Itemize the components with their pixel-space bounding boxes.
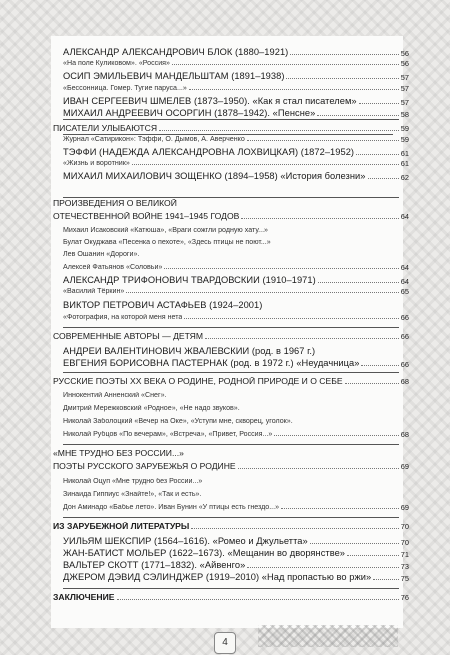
toc-entry-page: 73 (400, 561, 409, 571)
dot-leader (117, 599, 399, 600)
toc-entry-title: Михаил Исаковский «Катюша», «Враги сожгли родную хату...» (63, 227, 269, 234)
toc-entry (53, 549, 409, 558)
toc-entry (53, 314, 409, 321)
dot-leader (318, 282, 399, 283)
toc-entry-title: ПИСАТЕЛИ УЛЫБАЮТСЯ (53, 124, 158, 133)
toc-entry (53, 227, 409, 234)
toc-entry-title: ЕВГЕНИЯ БОРИСОВНА ПАСТЕРНАК (род. в 1972 г.) «Неудачница» (63, 359, 360, 368)
toc-entry-title: «Жизнь и воротник» (63, 160, 130, 168)
toc-entry-title: Журнал «Сатирикон»: Тэффи, О. Дымов, А. Аверченко (63, 136, 245, 144)
section-rule (63, 119, 399, 120)
toc-entry-page: 58 (400, 109, 409, 119)
dot-leader (356, 154, 399, 155)
toc-entry (53, 418, 409, 425)
toc-entry-title: ЗАКЛЮЧЕНИЕ (53, 593, 115, 602)
toc-entry-page: 66 (400, 332, 409, 342)
toc-entry-title: ЖАН-БАТИСТ МОЛЬЕР (1622–1673). «Мещанин во дворянстве» (63, 549, 346, 558)
toc-entry (53, 522, 409, 531)
dot-leader (126, 292, 398, 293)
toc-entry-title: Дон Аминадо «Бабье лето». Иван Бунин «У птицы есть гнездо...» (63, 504, 280, 512)
toc-entry (53, 264, 409, 271)
toc-entry-title: «На поле Куликовом». «Россия» (63, 60, 170, 68)
toc-entry-page: 66 (400, 359, 409, 369)
dot-leader (361, 365, 398, 366)
dot-leader (247, 567, 398, 568)
dot-leader (238, 468, 399, 469)
toc-entry (53, 301, 409, 310)
dot-leader (373, 579, 399, 580)
toc-entry-title: ОСИП ЭМИЛЬЕВИЧ МАНДЕЛЬШТАМ (1891–1938) (63, 72, 285, 81)
toc-entry-title: ИВАН СЕРГЕЕВИЧ ШМЕЛЁВ (1873–1950). «Как я стал писателем» (63, 97, 357, 106)
toc-entry-title: АЛЕКСАНДР ТРИФОНОВИЧ ТВАРДОВСКИЙ (1910–1971) (63, 276, 316, 285)
toc-entry (53, 392, 409, 399)
toc-entry (53, 359, 409, 368)
toc-entry (53, 332, 409, 341)
dot-leader (290, 54, 398, 55)
toc-entry-title: ВАЛЬТЕР СКОТТ (1771–1832). «Айвенго» (63, 561, 246, 570)
toc-entry (53, 239, 409, 246)
section-rule (63, 197, 399, 198)
toc-entry-page: 68 (400, 430, 409, 439)
toc-entry-page: 56 (400, 59, 409, 68)
toc-entry (53, 160, 409, 167)
toc-entry-title: Лев Ошанин «Дороги». (63, 251, 140, 258)
section-rule (63, 372, 399, 373)
toc-entry-page: 57 (400, 97, 409, 107)
toc-entry-title: Николай Рубцов «По вечерам», «Встреча», «Привет, Россия...» (63, 431, 273, 439)
toc-entry (53, 276, 409, 285)
toc-entry (53, 593, 409, 602)
dot-leader (368, 178, 399, 179)
toc-entry-page: 70 (400, 537, 409, 547)
toc-entry-page: 61 (400, 148, 409, 158)
toc-entry (53, 347, 409, 356)
toc-entry-page: 65 (400, 287, 409, 296)
toc-entry-page: 66 (400, 313, 409, 322)
toc-entry-title: ТЭФФИ (НАДЕЖДА АЛЕКСАНДРОВНА ЛОХВИЦКАЯ) (1872–1952) (63, 148, 355, 157)
toc-entry-page: 59 (400, 135, 409, 144)
toc-entry-title: ДЖЕРОМ ДЭВИД СЭЛИНДЖЕР (1919–2010) «Над пропастью во ржи» (63, 573, 372, 582)
dot-leader (205, 338, 399, 339)
section-rule (63, 134, 393, 135)
dot-leader (191, 528, 398, 529)
toc-entry (53, 60, 409, 67)
dot-leader (189, 89, 399, 90)
toc-entry (53, 405, 409, 412)
dot-leader (317, 115, 398, 116)
page-number: 4 (214, 632, 236, 654)
toc-entry-title: Зинаида Гиппиус «Знайте!», «Так и есть». (63, 491, 202, 498)
dot-leader (274, 435, 398, 436)
dot-leader (359, 103, 399, 104)
toc-entry-page: 64 (400, 276, 409, 286)
toc-entry-page: 61 (400, 159, 409, 168)
toc-entry-title: АЛЕКСАНДР АЛЕКСАНДРОВИЧ БЛОК (1880–1921) (63, 48, 289, 57)
toc-entry (53, 48, 409, 57)
toc-entry-title: МИХАИЛ МИХАЙЛОВИЧ ЗОЩЕНКО (1894–1958) «История болезни» (63, 172, 366, 181)
toc-entry-title: СОВРЕМЕННЫЕ АВТОРЫ — ДЕТЯМ (53, 332, 204, 341)
toc-entry-page: 76 (400, 593, 409, 603)
toc-entry-page: 59 (400, 124, 409, 134)
toc-entry-page: 69 (400, 503, 409, 512)
toc-entry-page: 71 (400, 549, 409, 559)
dot-leader (132, 164, 399, 165)
toc-entry-title: Николай Оцуп «Мне трудно без России...» (63, 478, 203, 485)
dot-leader (241, 218, 398, 219)
toc-entry (53, 504, 409, 511)
toc-entry-title: ВИКТОР ПЕТРОВИЧ АСТАФЬЕВ (1924–2001) (63, 301, 263, 310)
section-rule (63, 517, 399, 518)
toc-entry-title: «Бессонница. Гомер. Тугие паруса...» (63, 85, 187, 93)
toc-entry (53, 537, 409, 546)
toc-entry-page: 62 (400, 172, 409, 182)
toc-entry (53, 199, 409, 208)
toc-entry-title: МИХАИЛ АНДРЕЕВИЧ ОСОРГИН (1878–1942). «Пенсне» (63, 109, 316, 118)
toc-entry (53, 561, 409, 570)
toc-entry (53, 148, 409, 157)
toc-entry-page: 64 (400, 212, 409, 222)
section-rule (63, 444, 399, 445)
toc-entry-page: 64 (400, 263, 409, 272)
toc-entry-page: 57 (400, 84, 409, 93)
section-rule (63, 588, 399, 589)
toc-entry (53, 72, 409, 81)
decorative-corner-pattern (258, 625, 398, 647)
dot-leader (164, 268, 398, 269)
toc-entry-page: 68 (400, 377, 409, 387)
toc-entry-title: ПОЭТЫ РУССКОГО ЗАРУБЕЖЬЯ О РОДИНЕ (53, 462, 236, 471)
toc-entry-title: Алексей Фатьянов «Соловьи» (63, 264, 163, 272)
toc-entry-title: ПРОИЗВЕДЕНИЯ О ВЕЛИКОЙ (53, 199, 177, 208)
toc-entry-page: 70 (400, 522, 409, 532)
toc-entry-page: 56 (400, 48, 409, 58)
dot-leader (247, 140, 399, 141)
toc-entry-title: АНДРЕЙ ВАЛЕНТИНОВИЧ ЖВАЛЕВСКИЙ (род. в 1967 г.) (63, 347, 316, 356)
toc-entry-title: Николай Заболоцкий «Вечер на Оке», «Уступи мне, скворец, уголок». (63, 418, 293, 425)
toc-entry-title: РУССКИЕ ПОЭТЫ XX ВЕКА О РОДИНЕ, РОДНОЙ ПРИРОДЕ И О СЕБЕ (53, 377, 343, 386)
toc-entry-title: ИЗ ЗАРУБЕЖНОЙ ЛИТЕРАТУРЫ (53, 522, 190, 531)
toc-entry-title: ОТЕЧЕСТВЕННОЙ ВОЙНЕ 1941–1945 ГОДОВ (53, 212, 240, 221)
toc-entry-page: 75 (400, 573, 409, 583)
toc-entry (53, 109, 409, 118)
dot-leader (172, 64, 399, 65)
dot-leader (347, 555, 399, 556)
dot-leader (345, 383, 399, 384)
toc-entry (53, 462, 409, 471)
toc-entry (53, 573, 409, 582)
toc-entry-page: 69 (400, 462, 409, 472)
dot-leader (310, 543, 399, 544)
toc-entry (53, 377, 409, 386)
toc-entry (53, 136, 409, 143)
dot-leader (281, 508, 399, 509)
section-rule (63, 327, 399, 328)
dot-leader (286, 78, 398, 79)
toc-entry (53, 85, 409, 92)
toc-entry (53, 288, 409, 295)
toc-entry (53, 449, 409, 458)
toc-entry-title: Булат Окуджава «Песенка о пехоте», «Здесь птицы не поют...» (63, 239, 271, 246)
toc-entry (53, 124, 409, 133)
toc-entry (53, 97, 409, 106)
toc-entry (53, 478, 409, 485)
toc-entry-title: «МНЕ ТРУДНО БЕЗ РОССИИ...» (53, 449, 184, 458)
toc-entry-title: «Фотография, на которой меня нета (63, 314, 183, 322)
toc-entry (53, 212, 409, 221)
toc-entry (53, 251, 409, 258)
toc-entry-title: «Василий Тёркин» (63, 288, 125, 296)
dot-leader (159, 130, 399, 131)
toc-entry-title: УИЛЬЯМ ШЕКСПИР (1564–1616). «Ромео и Джульетта» (63, 537, 308, 546)
toc-entry-title: Дмитрий Мережковский «Родное», «Не надо звуков». (63, 405, 240, 412)
dot-leader (184, 318, 398, 319)
toc-entry (53, 491, 409, 498)
toc-entry-title: Иннокентий Анненский «Снег». (63, 392, 167, 399)
toc-entry (53, 172, 409, 181)
toc-entry (53, 431, 409, 438)
toc-entry-page: 57 (400, 72, 409, 82)
